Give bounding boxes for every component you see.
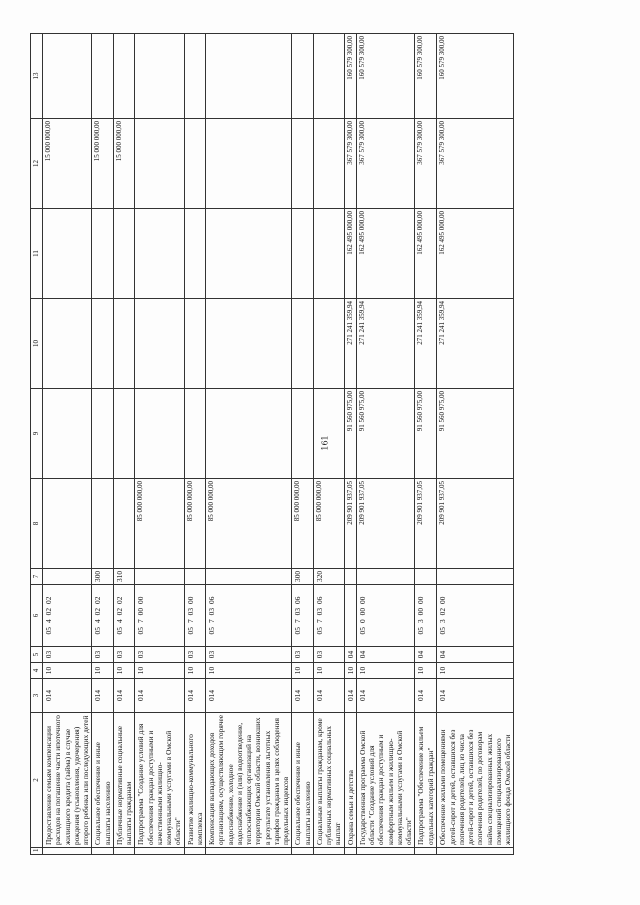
amount-cell-c13: [184, 34, 206, 119]
target-code-part: 06: [314, 596, 324, 604]
target-code-part: 02: [93, 607, 103, 616]
expense-type-cell: 310: [113, 569, 135, 585]
amount-cell-c11: 162 495 000,00: [344, 209, 356, 299]
target-code-part: 00: [136, 607, 146, 616]
amount-cell-c13: [43, 34, 92, 119]
row-index-cell: [184, 848, 206, 855]
target-code-cell: [313, 585, 344, 647]
target-code-part: 06: [207, 596, 216, 604]
column-header: 12: [31, 119, 43, 209]
grbs-cell: 014: [92, 679, 114, 713]
amount-cell-c9: 91 560 975,00: [437, 389, 514, 479]
expense-type-cell: [184, 569, 206, 585]
amount-cell-c11: [113, 209, 135, 299]
section-cell: 10: [184, 663, 206, 679]
amount-cell-c12: [292, 119, 314, 209]
table-body: [43, 34, 514, 855]
amount-cell-c10: [135, 299, 184, 389]
grbs-cell: 014: [415, 679, 437, 713]
target-code-part: 03: [207, 607, 216, 616]
amount-cell-c10: [113, 299, 135, 389]
target-code-part: 02: [93, 596, 103, 604]
amount-cell-c10: 271 241 359,94: [356, 299, 415, 389]
column-header: 1: [31, 848, 43, 855]
row-index-cell: [206, 848, 292, 855]
target-code-part: 06: [293, 596, 303, 604]
target-code-part: 0: [357, 619, 367, 624]
amount-cell-c13: 160 579 300,00: [437, 34, 514, 119]
expense-type-cell: [135, 569, 184, 585]
amount-cell-c9: [92, 389, 114, 479]
amount-cell-c12: 367 579 300,00: [415, 119, 437, 209]
section-cell: 10: [344, 663, 356, 679]
section-cell: 10: [135, 663, 184, 679]
row-name-cell: Развитие жилищно-коммунального комплекса: [184, 713, 206, 848]
target-code-cell: [206, 585, 292, 647]
amount-cell-c13: [313, 34, 344, 119]
row-index-cell: [415, 848, 437, 855]
amount-cell-c13: 160 579 300,00: [344, 34, 356, 119]
row-name-cell: Социальные выплаты гражданам, кроме публичных нормативных социальных выплат: [313, 713, 344, 848]
amount-cell-c8: 85 000 000,00: [184, 479, 206, 569]
amount-cell-c8: 85 000 000,00: [206, 479, 292, 569]
row-name-cell: Подпрограмма "Создание условий для обеспечения граждан доступными и качественными жилищно-коммунальными услугами в Омской области": [135, 713, 184, 848]
expense-type-cell: [356, 569, 415, 585]
amount-cell-c8: [92, 479, 114, 569]
amount-cell-c10: [292, 299, 314, 389]
target-code-part: 00: [357, 607, 367, 616]
amount-cell-c8: 209 901 937,05: [437, 479, 514, 569]
amount-cell-c11: [292, 209, 314, 299]
target-code-part: 7: [185, 619, 195, 624]
target-code-part: 05: [438, 627, 448, 635]
target-code-part: 7: [314, 619, 324, 624]
target-code-cell: [344, 585, 356, 647]
amount-cell-c12: 367 579 300,00: [437, 119, 514, 209]
row-index-cell: [92, 848, 114, 855]
row-index-cell: [356, 848, 415, 855]
table-row: [92, 34, 114, 855]
target-code-part: 00: [357, 596, 367, 604]
column-header: 10: [31, 299, 43, 389]
target-code-cell: [437, 585, 514, 647]
target-code-part: 02: [44, 607, 53, 616]
section-cell: 10: [92, 663, 114, 679]
row-index-cell: [437, 848, 514, 855]
amount-cell-c8: 85 000 000,00: [313, 479, 344, 569]
table-row: [113, 34, 135, 855]
amount-cell-c12: 15 000 000,00: [113, 119, 135, 209]
table-row: [206, 34, 292, 855]
amount-cell-c10: 271 241 359,94: [344, 299, 356, 389]
amount-cell-c9: [206, 389, 292, 479]
grbs-cell: 014: [313, 679, 344, 713]
amount-cell-c8: 209 901 937,05: [344, 479, 356, 569]
target-code-part: 02: [114, 596, 124, 604]
target-code-part: 05: [136, 627, 146, 635]
column-header: 2: [31, 713, 43, 848]
amount-cell-c11: [92, 209, 114, 299]
grbs-cell: 014: [113, 679, 135, 713]
grbs-cell: 014: [184, 679, 206, 713]
row-name-cell: Социальное обеспечение и иные выплаты населению: [292, 713, 314, 848]
amount-cell-c12: 367 579 300,00: [344, 119, 356, 209]
table-row: [344, 34, 356, 855]
expense-type-cell: [344, 569, 356, 585]
grbs-cell: 014: [344, 679, 356, 713]
amount-cell-c8: 85 000 000,00: [292, 479, 314, 569]
target-code-cell: [92, 585, 114, 647]
target-code-part: 7: [293, 619, 303, 624]
expense-type-cell: [437, 569, 514, 585]
row-name-cell: Охрана семьи и детства: [344, 713, 356, 848]
subsection-cell: 03: [135, 647, 184, 663]
row-name-cell: Предоставление семьям компенсации расходов на погашение части ипотечного жилищного кредита (займа) в случае рождения (усыновления, удочерения) второго ребенка или последующих детей: [43, 713, 92, 848]
row-name-cell: Компенсация выпадающих доходов организациям, осуществляющим горячее водоснабжение, холодное водоснабжение и (или) водоотведение, теплоснабжающих организаций на территории Омской области, возникших в результате установления льготных тарифов гражданам в целях соблюдения предельных индексов: [206, 713, 292, 848]
section-cell: 10: [415, 663, 437, 679]
target-code-part: 4: [44, 619, 53, 624]
header-row: [31, 34, 43, 855]
expense-type-cell: 300: [92, 569, 114, 585]
column-header: 11: [31, 209, 43, 299]
amount-cell-c11: [313, 209, 344, 299]
amount-cell-c11: 162 495 000,00: [356, 209, 415, 299]
target-code-cell: [43, 585, 92, 647]
target-code-part: 7: [136, 619, 146, 624]
amount-cell-c12: [313, 119, 344, 209]
amount-cell-c9: [43, 389, 92, 479]
column-header: 8: [31, 479, 43, 569]
column-header: 5: [31, 647, 43, 663]
amount-cell-c10: [206, 299, 292, 389]
target-code-cell: [292, 585, 314, 647]
amount-cell-c9: 91 560 975,00: [356, 389, 415, 479]
amount-cell-c8: [43, 479, 92, 569]
row-name-cell: Публичные нормативные социальные выплаты гражданам: [113, 713, 135, 848]
column-header: 7: [31, 569, 43, 585]
target-code-part: 05: [207, 627, 216, 635]
row-name-cell: Подпрограмма "Обеспечение жильем отдельных категорий граждан": [415, 713, 437, 848]
subsection-cell: 03: [92, 647, 114, 663]
table-row: [43, 34, 92, 855]
budget-table: [30, 33, 514, 855]
target-code-part: 3: [438, 619, 448, 624]
grbs-cell: 014: [356, 679, 415, 713]
section-cell: 10: [313, 663, 344, 679]
target-code-part: 00: [185, 596, 195, 604]
target-code-part: 3: [416, 619, 426, 624]
amount-cell-c10: [92, 299, 114, 389]
amount-cell-c11: [206, 209, 292, 299]
grbs-cell: 014: [437, 679, 514, 713]
grbs-cell: 014: [135, 679, 184, 713]
target-code-part: 02: [44, 596, 53, 604]
amount-cell-c13: 160 579 300,00: [356, 34, 415, 119]
column-header: 9: [31, 389, 43, 479]
subsection-cell: 04: [415, 647, 437, 663]
amount-cell-c13: [92, 34, 114, 119]
amount-cell-c9: [113, 389, 135, 479]
subsection-cell: 04: [344, 647, 356, 663]
target-code-part: 05: [185, 627, 195, 635]
grbs-cell: 014: [292, 679, 314, 713]
target-code-cell: [356, 585, 415, 647]
target-code-cell: [113, 585, 135, 647]
table-row: [356, 34, 415, 855]
amount-cell-c9: 91 560 975,00: [415, 389, 437, 479]
expense-type-cell: 320: [313, 569, 344, 585]
target-code-part: 03: [185, 607, 195, 616]
subsection-cell: 03: [113, 647, 135, 663]
grbs-cell: 014: [43, 679, 92, 713]
amount-cell-c8: [113, 479, 135, 569]
expense-type-cell: 300: [292, 569, 314, 585]
subsection-cell: 03: [43, 647, 92, 663]
subsection-cell: 04: [356, 647, 415, 663]
target-code-part: 00: [416, 607, 426, 616]
rotated-table-wrapper: [30, 34, 512, 855]
target-code-cell: [135, 585, 184, 647]
expense-type-cell: [206, 569, 292, 585]
target-code-part: 00: [136, 596, 146, 604]
column-header: 3: [31, 679, 43, 713]
amount-cell-c9: [313, 389, 344, 479]
target-code-cell: [184, 585, 206, 647]
amount-cell-c12: [184, 119, 206, 209]
amount-cell-c10: 271 241 359,94: [415, 299, 437, 389]
target-code-part: 05: [416, 627, 426, 635]
amount-cell-c13: 160 579 300,00: [415, 34, 437, 119]
amount-cell-c10: 271 241 359,94: [437, 299, 514, 389]
target-code-part: 05: [314, 627, 324, 635]
row-index-cell: [113, 848, 135, 855]
target-code-part: 02: [438, 607, 448, 616]
target-code-part: 05: [114, 627, 124, 635]
row-name-cell: Государственная программа Омской области "Создание условий для обеспечения граждан доступным и комфортным жильем и жилищно-коммунальными услугами в Омской области": [356, 713, 415, 848]
column-header: 13: [31, 34, 43, 119]
target-code-part: 4: [93, 619, 103, 624]
amount-cell-c13: [292, 34, 314, 119]
subsection-cell: 03: [313, 647, 344, 663]
table-row: [415, 34, 437, 855]
amount-cell-c8: 209 901 937,05: [356, 479, 415, 569]
amount-cell-c11: 162 495 000,00: [437, 209, 514, 299]
amount-cell-c8: 209 901 937,05: [415, 479, 437, 569]
target-code-part: 4: [114, 619, 124, 624]
amount-cell-c13: [206, 34, 292, 119]
amount-cell-c11: [135, 209, 184, 299]
section-cell: 10: [113, 663, 135, 679]
table-row: [437, 34, 514, 855]
target-code-part: 00: [416, 596, 426, 604]
row-name-cell: Социальное обеспечение и иные выплаты населению: [92, 713, 114, 848]
target-code-part: 02: [114, 607, 124, 616]
amount-cell-c8: 85 000 000,00: [135, 479, 184, 569]
row-name-cell: Обеспечение жилыми помещениями детей-сирот и детей, оставшихся без попечения родителей, лиц из числа детей-сирот и детей, оставшихся без попечения родителей, по договорам найма специализированных жилых помещений специализированного жилищного фонда Омской области: [437, 713, 514, 848]
section-cell: 10: [206, 663, 292, 679]
subsection-cell: 04: [437, 647, 514, 663]
row-index-cell: [135, 848, 184, 855]
amount-cell-c10: [184, 299, 206, 389]
amount-cell-c12: [135, 119, 184, 209]
table-row: [184, 34, 206, 855]
subsection-cell: 03: [184, 647, 206, 663]
target-code-part: 00: [438, 596, 448, 604]
row-index-cell: [344, 848, 356, 855]
table-row: [135, 34, 184, 855]
expense-type-cell: [43, 569, 92, 585]
amount-cell-c9: 91 560 975,00: [344, 389, 356, 479]
amount-cell-c9: [135, 389, 184, 479]
amount-cell-c9: [184, 389, 206, 479]
amount-cell-c12: 15 000 000,00: [43, 119, 92, 209]
target-code-part: 05: [93, 627, 103, 635]
grbs-cell: 014: [206, 679, 292, 713]
amount-cell-c10: [313, 299, 344, 389]
amount-cell-c11: 162 495 000,00: [415, 209, 437, 299]
target-code-part: 03: [293, 607, 303, 616]
target-code-cell: [415, 585, 437, 647]
section-cell: 10: [43, 663, 92, 679]
row-index-cell: [292, 848, 314, 855]
amount-cell-c10: [43, 299, 92, 389]
amount-cell-c12: 367 579 300,00: [356, 119, 415, 209]
target-code-part: 05: [293, 627, 303, 635]
target-code-part: 03: [314, 607, 324, 616]
amount-cell-c11: [43, 209, 92, 299]
target-code-part: 05: [357, 627, 367, 635]
section-cell: 10: [437, 663, 514, 679]
amount-cell-c11: [184, 209, 206, 299]
amount-cell-c9: [292, 389, 314, 479]
section-cell: 10: [292, 663, 314, 679]
amount-cell-c12: 15 000 000,00: [92, 119, 114, 209]
subsection-cell: 03: [206, 647, 292, 663]
subsection-cell: 03: [292, 647, 314, 663]
row-index-cell: [43, 848, 92, 855]
amount-cell-c13: [135, 34, 184, 119]
table-row: [313, 34, 344, 855]
amount-cell-c12: [206, 119, 292, 209]
column-header: 6: [31, 585, 43, 647]
target-code-part: 7: [207, 619, 216, 624]
column-header: 4: [31, 663, 43, 679]
target-code-part: 05: [44, 627, 53, 635]
table-row: [292, 34, 314, 855]
page-number: 161: [320, 435, 330, 451]
row-index-cell: [313, 848, 344, 855]
amount-cell-c13: [113, 34, 135, 119]
expense-type-cell: [415, 569, 437, 585]
section-cell: 10: [356, 663, 415, 679]
